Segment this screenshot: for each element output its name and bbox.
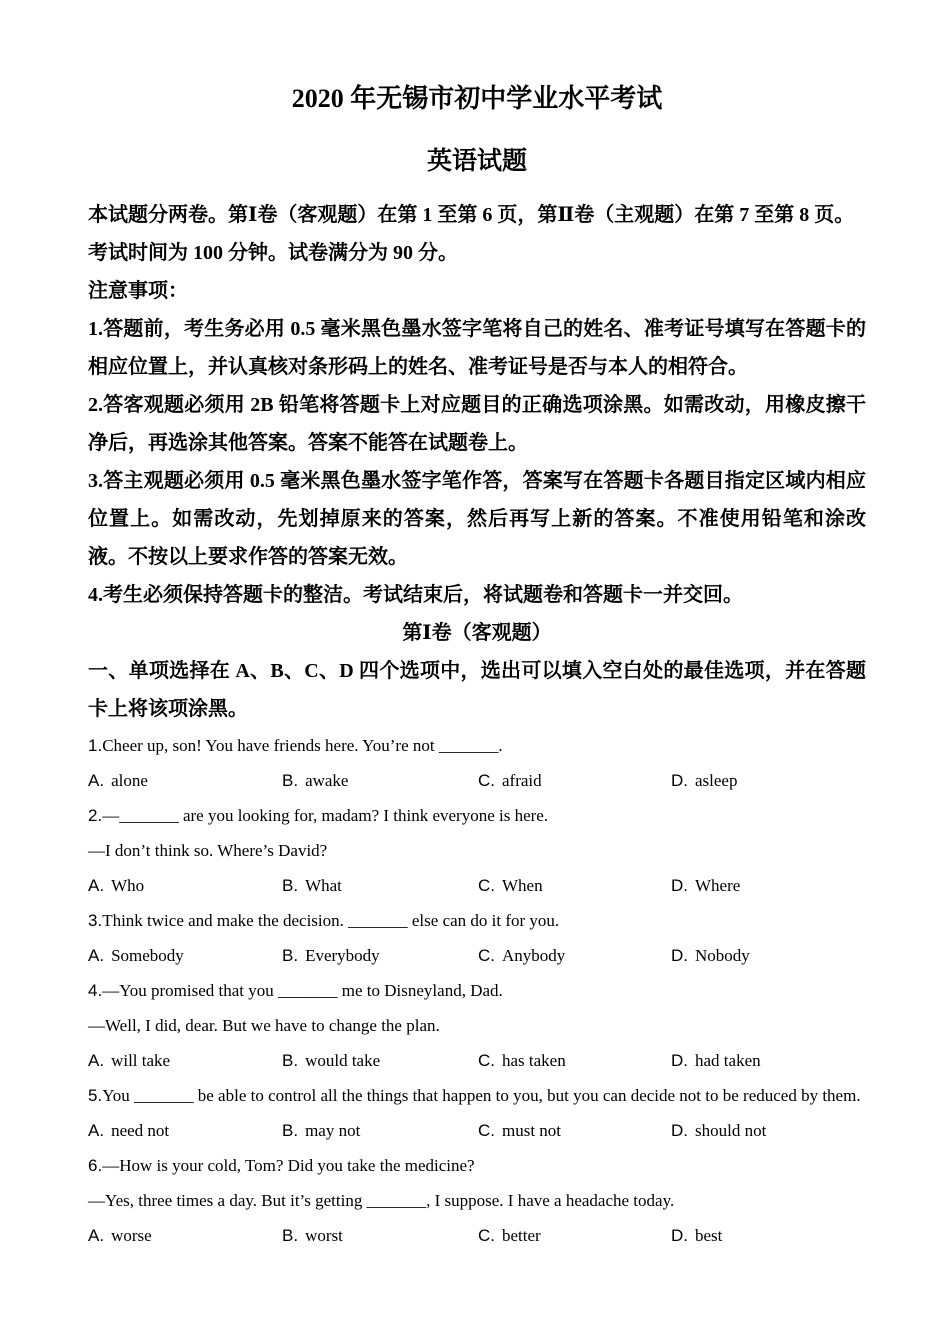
option-label: C. (478, 1051, 495, 1070)
option-d: D. should not (671, 1121, 767, 1140)
option-label: B. (282, 876, 299, 895)
option-c: C. better (478, 1226, 541, 1245)
note-item-3: 3.答主观题必须用 0.5 毫米黑色墨水签字笔作答，答案写在答题卡各题目指定区域内相应位置上。如需改动，先划掉原来的答案，然后再写上新的答案。不准使用铅笔和涂改液。不按以上要求作答的答案无效。 (88, 470, 866, 568)
question-2 (88, 798, 866, 903)
question-5 (88, 1078, 866, 1148)
question-number: 5. (88, 1086, 103, 1105)
options-row (88, 763, 866, 798)
option-label: D. (671, 1226, 688, 1245)
note-item-2: 2.答客观题必须用 2B 铅笔将答题卡上对应题目的正确选项涂黑。如需改动，用橡皮擦干净后，再选涂其他答案。答案不能答在试题卷上。 (88, 394, 866, 454)
option-d: D. Nobody (671, 946, 750, 965)
question-number: 2. (88, 806, 103, 825)
question-number: 1. (88, 736, 103, 755)
option-label: D. (671, 1121, 688, 1140)
option-label: C. (478, 771, 495, 790)
notes-heading: 注意事项： (88, 280, 188, 302)
exam-title: 2020 年无锡市初中学业水平考试 (291, 84, 663, 113)
question-stem: 5.You _______ be able to control all the things that happen to you, but you can decide not to be reduced by them. (88, 1086, 861, 1105)
option-label: A. (88, 946, 105, 965)
options-row (88, 1043, 866, 1078)
question-3 (88, 903, 866, 973)
question-stem: 2.—_______ are you looking for, madam? I think everyone is here. (88, 806, 549, 825)
option-b: B. would take (282, 1051, 381, 1070)
exam-subtitle: 英语试题 (426, 148, 527, 175)
option-label: A. (88, 1121, 105, 1140)
option-d: D. had taken (671, 1051, 761, 1070)
option-b: B. awake (282, 771, 349, 790)
options-row (88, 1113, 866, 1148)
option-b: B. What (282, 876, 342, 895)
option-b: B. may not (282, 1121, 361, 1140)
question-number: 4. (88, 981, 103, 1000)
question-stem: 3.Think twice and make the decision. _______ else can do it for you. (88, 911, 560, 930)
question-stem-line2: —Well, I did, dear. But we have to change the plan. (88, 1016, 440, 1035)
option-c: C. must not (478, 1121, 562, 1140)
option-c: C. afraid (478, 771, 542, 790)
option-label: B. (282, 1121, 299, 1140)
option-a: A. worse (88, 1226, 152, 1245)
options-row (88, 868, 866, 903)
part1-heading: 第Ⅰ卷（客观题） (402, 622, 552, 644)
note-item-1: 1.答题前，考生务必用 0.5 毫米黑色墨水签字笔将自己的姓名、准考证号填写在答题卡的相应位置上，并认真核对条形码上的姓名、准考证号是否与本人的相符合。 (88, 318, 866, 378)
option-a: A. will take (88, 1051, 171, 1070)
option-label: A. (88, 1226, 105, 1245)
question-number: 3. (88, 911, 103, 930)
option-label: D. (671, 771, 688, 790)
option-b: B. worst (282, 1226, 343, 1245)
volumes-line: 本试题分两卷。第Ⅰ卷（客观题）在第 1 至第 6 页，第Ⅱ卷（主观题）在第 7 至第 8 页。 (88, 204, 855, 226)
option-label: B. (282, 1051, 299, 1070)
duration-line: 考试时间为 100 分钟。试卷满分为 90 分。 (88, 242, 458, 264)
option-d: D. Where (671, 876, 741, 895)
exam-front-matter (88, 196, 866, 728)
option-label: B. (282, 771, 299, 790)
option-label: C. (478, 946, 495, 965)
question-stem: 1.Cheer up, son! You have friends here. You’re not _______. (88, 736, 503, 755)
option-label: A. (88, 1051, 105, 1070)
option-a: A. Somebody (88, 946, 184, 965)
option-label: D. (671, 1051, 688, 1070)
option-label: D. (671, 946, 688, 965)
question-6 (88, 1148, 866, 1253)
option-label: A. (88, 876, 105, 895)
option-a: A. need not (88, 1121, 170, 1140)
question-stem-line2: —I don’t think so. Where’s David? (88, 841, 328, 860)
option-a: A. Who (88, 876, 145, 895)
option-c: C. When (478, 876, 543, 895)
question-1 (88, 728, 866, 798)
option-label: C. (478, 1121, 495, 1140)
question-number: 6. (88, 1156, 103, 1175)
question-stem: 4.—You promised that you _______ me to Disneyland, Dad. (88, 981, 503, 1000)
question-4 (88, 973, 866, 1078)
options-row (88, 938, 866, 973)
option-label: A. (88, 771, 105, 790)
option-c: C. Anybody (478, 946, 566, 965)
question-stem: 6.—How is your cold, Tom? Did you take the medicine? (88, 1156, 475, 1175)
question-stem-line2: —Yes, three times a day. But it’s getting _______, I suppose. I have a headache today. (88, 1191, 675, 1210)
option-label: C. (478, 1226, 495, 1245)
option-a: A. alone (88, 771, 148, 790)
option-label: B. (282, 946, 299, 965)
option-d: D. best (671, 1226, 723, 1245)
option-label: B. (282, 1226, 299, 1245)
note-item-4: 4.考生必须保持答题卡的整洁。考试结束后，将试题卷和答题卡一并交回。 (88, 584, 743, 606)
option-c: C. has taken (478, 1051, 566, 1070)
option-d: D. asleep (671, 771, 738, 790)
option-b: B. Everybody (282, 946, 380, 965)
options-row (88, 1218, 866, 1253)
questions-section (88, 728, 866, 1253)
section1-instruction: 一、单项选择在 A、B、C、D 四个选项中，选出可以填入空白处的最佳选项，并在答题卡上将该项涂黑。 (88, 660, 866, 720)
option-label: D. (671, 876, 688, 895)
option-label: C. (478, 876, 495, 895)
